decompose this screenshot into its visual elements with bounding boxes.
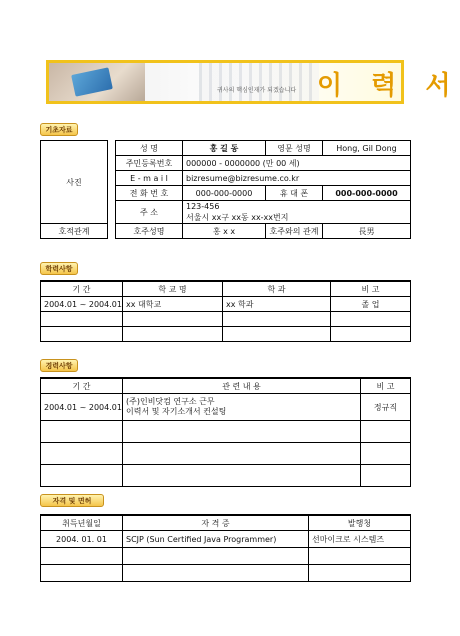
address-line1: 123-456 [183,201,411,213]
career-cell: 2004.01 ~ 2004.01 [41,394,123,421]
career-cell [123,443,361,465]
table-row [41,394,411,421]
mobile-label: 휴 대 폰 [266,186,323,201]
career-cell [361,465,411,487]
career-detail-line: (주)인비닷컴 연구소 근무 [126,397,215,406]
section-tag-career: 경력사항 [40,359,78,372]
edu-cell [123,312,223,327]
cert-cell [41,565,123,582]
cert-header-name: 자 격 증 [123,515,309,531]
cert-cell: 선마이크로 시스템즈 [309,531,411,548]
career-cell [361,443,411,465]
table-row [41,531,411,548]
rrn-value: 000000 - 0000000 (만 00 세) [183,156,411,171]
edu-cell [41,312,123,327]
edu-header-major: 학 과 [223,281,331,297]
email-value: bizresume@bizresume.co.kr [183,171,411,186]
career-cell [123,465,361,487]
edu-cell [223,312,331,327]
table-row [41,297,411,312]
edu-header-note: 비 고 [331,281,411,297]
table-row [41,565,411,582]
cert-cell [123,565,309,582]
family-relation-label: 호적관계 [41,224,108,239]
section-tag-basic: 기초자료 [40,123,78,136]
edu-cell [41,327,123,342]
phone-value: 000-000-0000 [183,186,266,201]
rrn-label: 주민등록번호 [116,156,183,171]
building-graphic [199,63,319,101]
phone-label: 전 화 번 호 [116,186,183,201]
name-label: 성 명 [116,141,183,156]
head-name-label: 호주성명 [116,224,183,239]
career-header-details: 관 련 내 용 [123,378,361,394]
page-title: 이 력 서 [317,71,460,101]
cert-cell [41,548,123,565]
cert-header-issuer: 발행청 [309,515,411,531]
spacer [108,224,116,239]
edu-cell: xx 대학교 [123,297,223,312]
email-label: E - m a i l [116,171,183,186]
career-cell: 정규직 [361,394,411,421]
table-row [41,465,411,487]
cert-cell [309,565,411,582]
banner-tagline: 귀사의 핵심인재가 되겠습니다 [217,87,297,94]
edu-cell [223,327,331,342]
career-detail-line: 이력서 및 자기소개서 컨설팅 [126,407,227,416]
career-cell [123,421,361,443]
address-line2: 서울시 xx구 xx동 xx-xx번지 [183,212,411,224]
cert-cell: 2004. 01. 01 [41,531,123,548]
section-tag-certs: 자격 및 면허 [40,494,104,507]
cert-cell: SCJP (Sun Certified Java Programmer) [123,531,309,548]
eng-name-label: 영문 성명 [266,141,323,156]
address-label: 주 소 [116,201,183,224]
head-name-value: 홍 x x [183,224,266,239]
edu-cell: 졸 업 [331,297,411,312]
cert-cell [309,548,411,565]
edu-cell [123,327,223,342]
spacer [108,141,116,224]
eng-name-value: Hong, Gil Dong [323,141,411,156]
photo-box: 사진 [41,141,108,224]
career-cell [123,394,361,421]
career-header-note: 비 고 [361,378,411,394]
table-row [41,312,411,327]
edu-cell: xx 학과 [223,297,331,312]
basic-info-table [40,140,411,239]
table-row [41,443,411,465]
certs-table [40,514,411,582]
table-row [41,421,411,443]
cert-cell [123,548,309,565]
section-tag-education: 학력사항 [40,262,78,275]
edu-cell: 2004.01 ~ 2004.01 [41,297,123,312]
edu-cell [331,312,411,327]
header-banner [46,60,460,104]
relation-to-head-value: 長男 [323,224,411,239]
career-cell [361,421,411,443]
education-table [40,280,411,342]
cert-header-date: 취득년월일 [41,515,123,531]
career-header-period: 기 간 [41,378,123,394]
name-value: 홍 길 동 [183,141,266,156]
table-row [41,327,411,342]
edu-header-period: 기 간 [41,281,123,297]
table-row [41,548,411,565]
edu-cell [331,327,411,342]
career-table [40,377,411,487]
relation-to-head-label: 호주와의 관계 [266,224,323,239]
edu-header-school: 학 교 명 [123,281,223,297]
mobile-value: 000-000-0000 [323,186,411,201]
career-cell [41,465,123,487]
career-cell [41,421,123,443]
career-cell [41,443,123,465]
